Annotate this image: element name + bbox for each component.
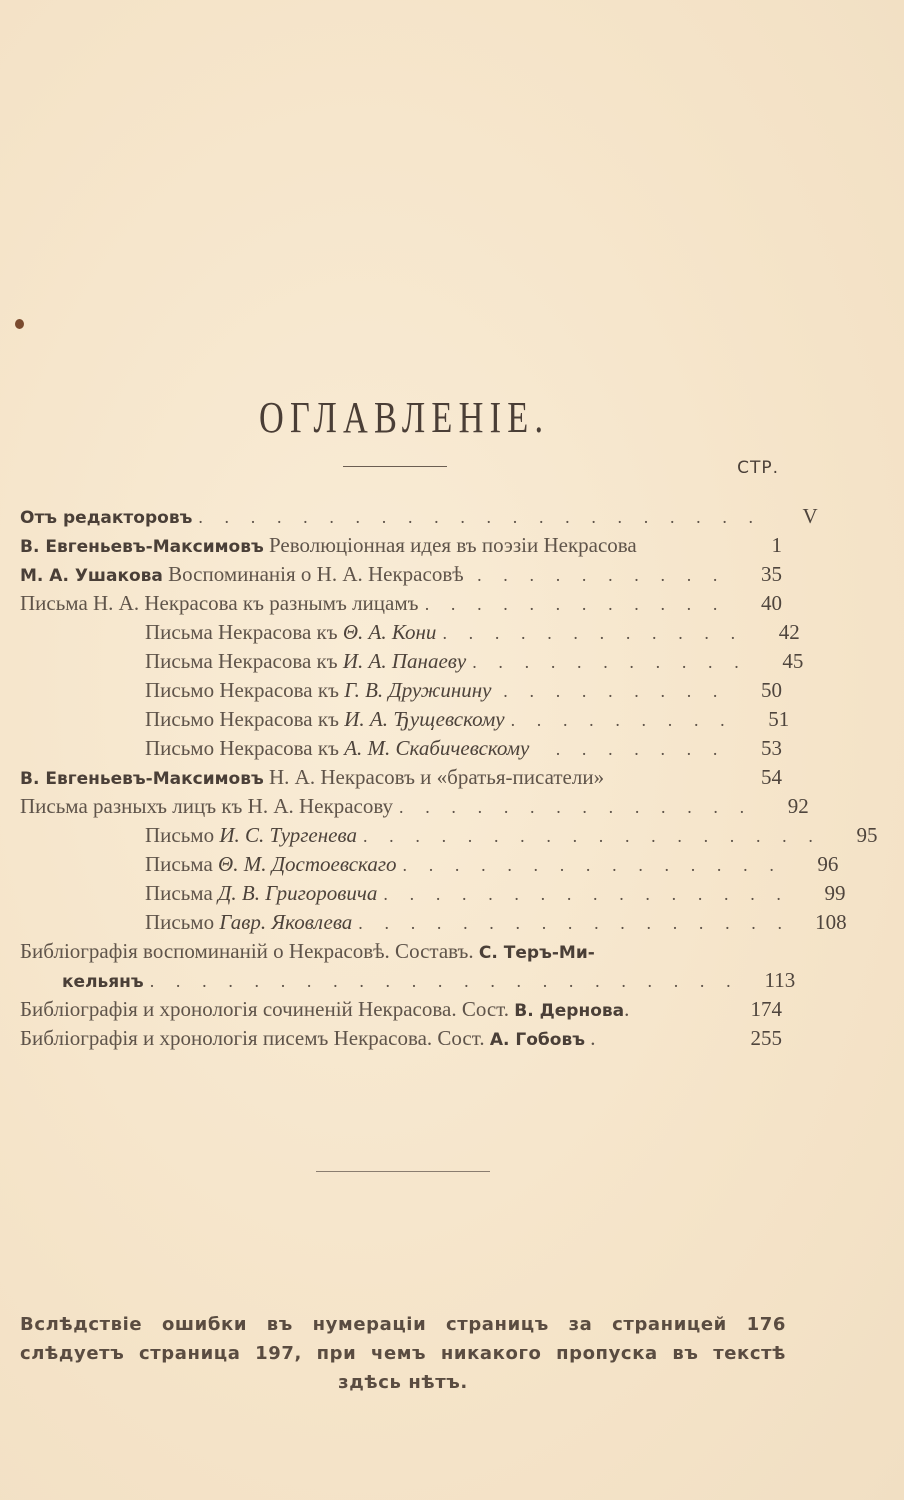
toc-row[interactable] <box>20 676 782 705</box>
toc-row[interactable] <box>20 502 818 531</box>
toc-title: Письма Некрасова къ <box>145 620 343 644</box>
toc-title: Письма разныхъ лицъ къ Н. А. Некрасову <box>20 794 394 818</box>
toc-row[interactable] <box>20 705 790 734</box>
toc-title: Библіографія и хронологія сочиненій Некрасова. Сост. <box>20 997 515 1021</box>
toc-leader-dots: . . . . . . . . . . . . . . <box>399 797 753 817</box>
toc-page-number: 113 <box>764 968 796 992</box>
toc-entry <box>20 589 419 618</box>
page-title: ОГЛАВЛЕНІЕ. <box>258 393 550 442</box>
toc-author: В. Евгеньевъ-Максимовъ <box>20 537 264 557</box>
errata-line: здѣсь нѣтъ. <box>338 1372 468 1393</box>
toc-row[interactable] <box>20 560 782 589</box>
toc-page-number: 96 <box>817 852 839 876</box>
toc-row[interactable] <box>20 995 782 1024</box>
toc-compiler: В. Дернова <box>514 1001 625 1021</box>
toc-title: Письмо <box>145 910 220 934</box>
toc-recipient: Θ. А. Кони <box>342 620 437 644</box>
toc-correspondent: Д. В. Григоровича <box>218 881 378 905</box>
errata-note <box>20 1310 786 1397</box>
table-of-contents <box>20 502 878 1053</box>
toc-entry <box>20 995 629 1026</box>
toc-leader-dots: . . . . . . . . . . . . . . . . <box>383 884 790 904</box>
toc-entry <box>20 531 637 562</box>
toc-page-number: 40 <box>761 591 782 615</box>
toc-author: Отъ редакторовъ <box>20 508 193 528</box>
toc-entry <box>145 705 505 734</box>
toc-recipient: А. М. Скабичевскому <box>344 736 530 760</box>
toc-correspondent: Θ. М. Достоевскаго <box>218 852 397 876</box>
toc-page-number: 92 <box>787 794 809 818</box>
toc-page-number: 54 <box>761 765 782 789</box>
toc-row[interactable] <box>20 879 846 908</box>
toc-title: Письма <box>145 881 219 905</box>
toc-entry <box>145 676 491 705</box>
toc-author: М. А. Ушакова <box>20 566 163 586</box>
toc-correspondent: И. С. Тургенева <box>219 823 357 847</box>
toc-page-number: 174 <box>750 997 782 1021</box>
toc-title: Письмо Некрасова къ <box>145 707 345 731</box>
toc-page-number: 1 <box>771 533 782 557</box>
toc-entry <box>20 937 595 968</box>
toc-recipient: Г. В. Дружинину <box>344 678 492 702</box>
toc-row[interactable] <box>20 908 847 937</box>
toc-page-number: V <box>802 504 818 528</box>
toc-row[interactable] <box>20 792 809 821</box>
toc-page-number: 255 <box>750 1026 782 1050</box>
toc-title: Письмо Некрасова къ <box>145 678 345 702</box>
toc-title: Библіографія и хронологія писемъ Некрасова. Сост. <box>20 1026 490 1050</box>
toc-entry <box>145 908 352 937</box>
toc-leader-dots: . . . . . . . . . . . . . . . . . <box>358 913 791 933</box>
toc-title: Воспоминанія о Н. А. Некрасовѣ <box>162 562 464 586</box>
toc-page-number: 42 <box>778 620 800 644</box>
toc-page-number: 53 <box>761 736 782 760</box>
toc-entry <box>20 1024 596 1055</box>
toc-row[interactable] <box>20 734 782 763</box>
toc-title: Письма Н. А. Некрасова къ разнымъ лицамъ <box>20 591 419 615</box>
toc-leader-dots: . . . . . . . . . . . . . . . . . . . . . . <box>198 507 762 527</box>
toc-title: Н. А. Некрасовъ и «братья-писатели» <box>263 765 605 789</box>
toc-leader-dots: . . . . . . . . . . . <box>472 652 748 672</box>
toc-entry <box>145 618 436 647</box>
toc-leader-dots: . . . . . . . . . <box>510 710 734 730</box>
toc-entry <box>20 502 192 533</box>
toc-page-number: 50 <box>761 678 782 702</box>
toc-row[interactable] <box>20 589 782 618</box>
toc-entry <box>145 647 466 676</box>
toc-row[interactable] <box>20 763 782 792</box>
section-divider <box>316 1171 490 1172</box>
toc-author: В. Евгеньевъ-Максимовъ <box>20 769 264 789</box>
toc-leader-dots: . . . . . . . . . . . . . . . . . . <box>362 826 822 846</box>
toc-leader-dots: . . . . . . . . . . . . <box>442 623 744 643</box>
toc-entry <box>20 560 464 591</box>
toc-compiler: С. Теръ-Ми- <box>478 943 595 963</box>
toc-title: Революціонная идея въ поэзіи Некрасова <box>263 533 637 557</box>
toc-entry <box>145 821 357 850</box>
toc-recipient: И. А. Ђущевскому <box>344 707 505 731</box>
toc-correspondent: Гавр. Яковлева <box>219 910 353 934</box>
ink-spot <box>15 319 24 329</box>
toc-entry <box>20 763 604 794</box>
toc-title: Письмо <box>145 823 220 847</box>
toc-row[interactable] <box>20 966 796 995</box>
toc-title: Письмо Некрасова къ <box>145 736 345 760</box>
toc-entry <box>145 850 397 879</box>
toc-leader-dots: . . . . . . . . . . . . . . . <box>402 855 783 875</box>
toc-row[interactable] <box>20 1024 782 1053</box>
toc-entry <box>20 792 393 821</box>
toc-recipient: И. А. Панаеву <box>342 649 467 673</box>
toc-leader-dots: . . . . . . . <box>555 739 726 759</box>
toc-entry <box>62 966 144 997</box>
toc-entry <box>145 734 529 763</box>
toc-leader-dots: . . . . . . . . . <box>503 681 726 701</box>
toc-page-number: 51 <box>768 707 790 731</box>
toc-leader-dots: . . . . . . . . . . <box>477 565 726 585</box>
toc-title: Библіографія воспоминаній о Некрасовѣ. Составъ. <box>20 939 479 963</box>
toc-page-number: 99 <box>824 881 846 905</box>
toc-page-number: 35 <box>761 562 782 586</box>
toc-entry <box>145 879 377 908</box>
toc-row[interactable] <box>20 647 804 676</box>
toc-page-number: 45 <box>782 649 804 673</box>
toc-compiler: кельянъ <box>62 972 144 992</box>
toc-row[interactable] <box>20 531 782 560</box>
toc-leader-dots: . . . . . . . . . . . . . . . . . . . . . . . <box>149 971 740 991</box>
toc-punctuation: . <box>624 997 630 1021</box>
toc-row[interactable] <box>20 618 800 647</box>
page-column-label: СТР. <box>737 458 779 478</box>
toc-leader-dots: . . . . . . . . . . . . <box>424 594 726 614</box>
toc-compiler: А. Гобовъ <box>489 1030 585 1050</box>
toc-row[interactable] <box>20 821 878 850</box>
toc-row[interactable] <box>20 937 782 966</box>
toc-page-number: 95 <box>856 823 878 847</box>
title-divider <box>343 466 447 467</box>
toc-punctuation: . <box>585 1026 596 1050</box>
toc-title: Письма <box>145 852 219 876</box>
toc-row[interactable] <box>20 850 839 879</box>
errata-line: слѣдуетъ страница 197, при чемъ никакого пропуска въ текстѣ <box>20 1343 786 1364</box>
toc-title: Письма Некрасова къ <box>145 649 343 673</box>
toc-page-number: 108 <box>815 910 847 934</box>
errata-line: Вслѣдствіе ошибки въ нумераціи страницъ за страницей 176 <box>20 1314 786 1335</box>
